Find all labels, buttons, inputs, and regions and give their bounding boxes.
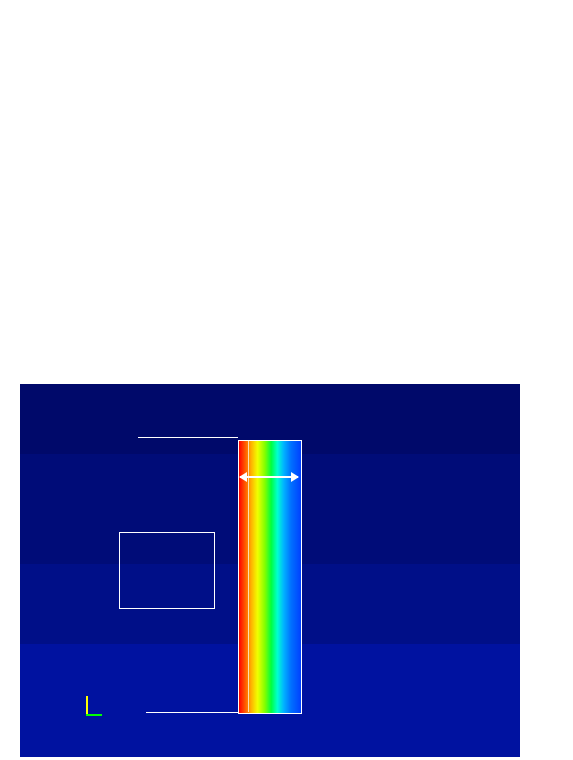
thickness-arrow xyxy=(240,476,298,478)
top-guide-line xyxy=(138,437,238,438)
contour-legend-bar xyxy=(68,724,508,733)
bottom-guide-line xyxy=(146,712,238,713)
arrow-head-left xyxy=(239,472,247,482)
bore-annotation-box xyxy=(119,532,215,609)
document-body xyxy=(10,6,565,86)
x-axis-triad xyxy=(86,714,102,716)
ansys-figure xyxy=(20,384,520,757)
arrow-head-right xyxy=(291,472,299,482)
y-axis-triad xyxy=(86,696,88,714)
